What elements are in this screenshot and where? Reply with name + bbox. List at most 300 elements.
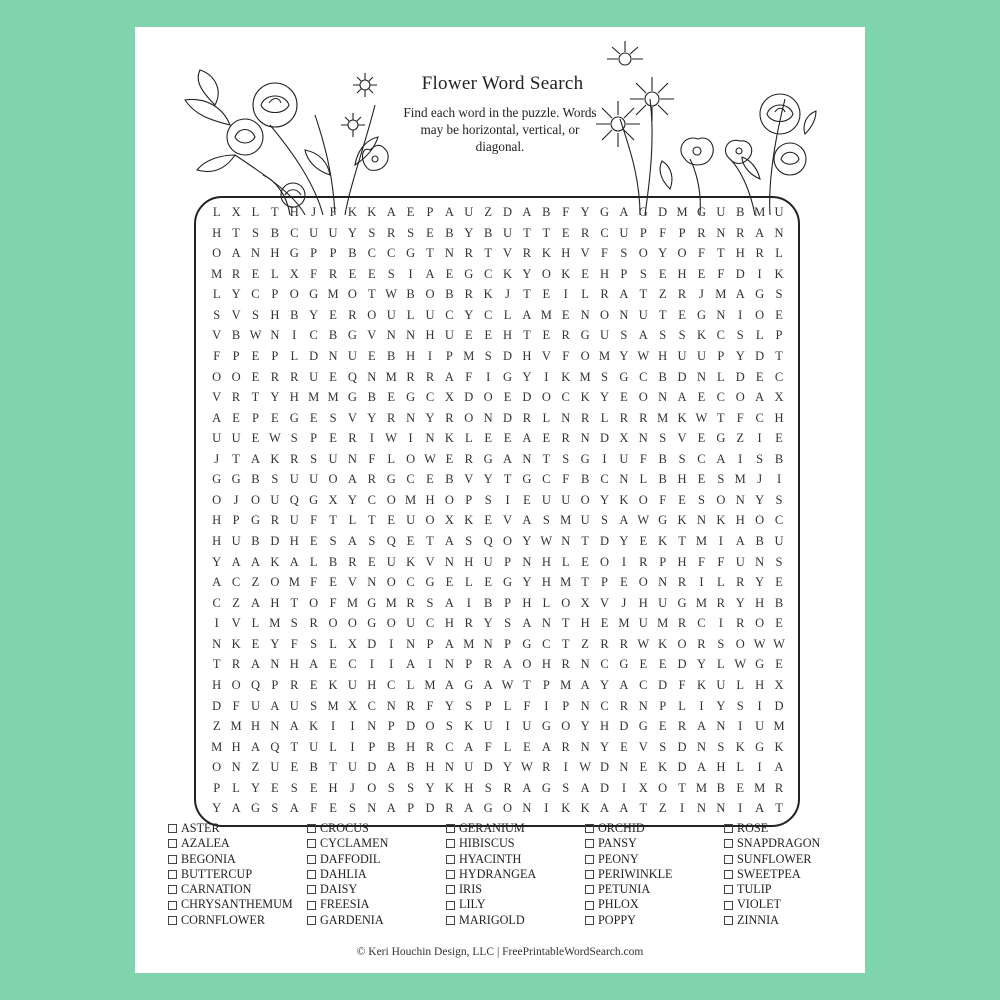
grid-letter[interactable]: A	[755, 390, 765, 405]
grid-letter[interactable]: M	[695, 595, 708, 610]
grid-letter[interactable]: M	[598, 348, 611, 363]
grid-letter[interactable]: W	[637, 513, 650, 528]
grid-letter[interactable]: L	[464, 431, 473, 446]
grid-letter[interactable]: A	[464, 801, 474, 816]
grid-letter[interactable]: P	[504, 554, 512, 569]
grid-letter[interactable]: I	[408, 266, 413, 281]
grid-letter[interactable]: Y	[483, 472, 493, 487]
grid-letter[interactable]: U	[638, 616, 648, 631]
grid-letter[interactable]: D	[367, 636, 377, 651]
grid-letter[interactable]: Y	[425, 410, 435, 425]
grid-letter[interactable]: U	[406, 616, 416, 631]
grid-letter[interactable]: Z	[251, 760, 260, 775]
grid-letter[interactable]: I	[544, 369, 549, 384]
grid-letter[interactable]: P	[213, 780, 221, 795]
grid-letter[interactable]: N	[212, 636, 222, 651]
grid-letter[interactable]: C	[367, 698, 376, 713]
grid-letter[interactable]: O	[270, 575, 280, 590]
checkbox[interactable]	[307, 916, 316, 925]
grid-letter[interactable]: A	[619, 513, 629, 528]
grid-letter[interactable]: A	[347, 534, 357, 548]
grid-letter[interactable]: M	[657, 616, 669, 631]
grid-letter[interactable]: R	[522, 246, 532, 261]
grid-letter[interactable]: A	[289, 554, 299, 569]
grid-letter[interactable]: E	[387, 390, 396, 405]
grid-letter[interactable]: A	[619, 677, 629, 692]
grid-letter[interactable]: G	[483, 801, 493, 816]
grid-letter[interactable]: R	[677, 719, 687, 734]
grid-letter[interactable]: C	[716, 390, 726, 405]
grid-letter[interactable]: N	[270, 328, 280, 343]
grid-letter[interactable]: Y	[444, 698, 454, 713]
grid-letter[interactable]: M	[269, 616, 281, 631]
grid-letter[interactable]: C	[697, 616, 706, 631]
grid-letter[interactable]: R	[697, 636, 706, 651]
grid-letter[interactable]: D	[755, 348, 765, 363]
grid-letter[interactable]: A	[522, 616, 532, 631]
grid-letter[interactable]: C	[774, 369, 784, 384]
grid-letter[interactable]: U	[250, 698, 260, 713]
grid-letter[interactable]: C	[774, 513, 784, 528]
grid-letter[interactable]: G	[677, 595, 687, 610]
grid-letter[interactable]: D	[212, 698, 222, 713]
grid-letter[interactable]: F	[639, 451, 647, 466]
grid-letter[interactable]: K	[347, 205, 357, 219]
grid-letter[interactable]: H	[522, 348, 532, 363]
grid-letter[interactable]: R	[348, 554, 357, 569]
grid-letter[interactable]: G	[347, 328, 357, 343]
checkbox[interactable]	[168, 839, 177, 848]
grid-letter[interactable]: I	[718, 534, 723, 548]
grid-letter[interactable]: I	[738, 307, 743, 322]
grid-letter[interactable]: O	[347, 287, 357, 302]
grid-letter[interactable]: Y	[464, 225, 474, 240]
grid-letter[interactable]: R	[464, 616, 473, 631]
grid-letter[interactable]: O	[755, 513, 765, 528]
grid-letter[interactable]: O	[212, 369, 222, 384]
grid-letter[interactable]: C	[542, 472, 551, 487]
grid-letter[interactable]: T	[678, 534, 686, 548]
grid-letter[interactable]: N	[716, 801, 726, 816]
grid-letter[interactable]: N	[638, 431, 648, 446]
grid-letter[interactable]: E	[620, 575, 628, 590]
grid-letter[interactable]: X	[774, 390, 784, 405]
grid-letter[interactable]: R	[561, 739, 570, 754]
grid-letter[interactable]: V	[347, 575, 357, 590]
grid-letter[interactable]: N	[231, 760, 241, 775]
grid-letter[interactable]: Q	[250, 677, 260, 692]
grid-letter[interactable]: A	[444, 205, 454, 219]
grid-letter[interactable]: R	[619, 698, 629, 713]
grid-letter[interactable]: U	[774, 534, 784, 548]
grid-letter[interactable]: R	[677, 287, 687, 302]
grid-letter[interactable]: E	[464, 328, 473, 343]
grid-letter[interactable]: R	[231, 657, 241, 672]
grid-letter[interactable]: P	[775, 328, 783, 343]
grid-letter[interactable]: O	[212, 246, 222, 261]
grid-letter[interactable]: M	[560, 513, 572, 528]
grid-letter[interactable]: S	[601, 369, 608, 384]
grid-letter[interactable]: Y	[425, 780, 435, 795]
grid-letter[interactable]: N	[270, 719, 280, 734]
grid-letter[interactable]: C	[600, 657, 609, 672]
grid-letter[interactable]: S	[504, 616, 512, 631]
grid-letter[interactable]: G	[755, 657, 765, 672]
grid-letter[interactable]: R	[270, 369, 280, 384]
grid-letter[interactable]: H	[406, 739, 416, 754]
grid-letter[interactable]: O	[250, 492, 260, 507]
grid-letter[interactable]: F	[310, 513, 318, 528]
grid-letter[interactable]: N	[367, 719, 377, 734]
grid-letter[interactable]: H	[289, 205, 299, 219]
grid-letter[interactable]: E	[678, 492, 686, 507]
grid-letter[interactable]: O	[522, 657, 532, 672]
grid-letter[interactable]: W	[385, 287, 398, 302]
grid-letter[interactable]: Y	[580, 719, 590, 734]
grid-letter[interactable]: O	[328, 472, 338, 487]
grid-letter[interactable]: E	[426, 225, 434, 240]
grid-letter[interactable]: U	[347, 348, 357, 363]
grid-letter[interactable]: U	[289, 698, 299, 713]
grid-letter[interactable]: T	[271, 205, 279, 219]
grid-letter[interactable]: N	[270, 657, 280, 672]
grid-letter[interactable]: I	[214, 616, 219, 631]
grid-letter[interactable]: Y	[599, 390, 610, 405]
grid-letter[interactable]: G	[309, 287, 319, 302]
grid-letter[interactable]: E	[271, 410, 279, 425]
checkbox[interactable]	[307, 839, 316, 848]
grid-letter[interactable]: B	[658, 451, 667, 466]
grid-letter[interactable]: P	[465, 492, 473, 507]
grid-letter[interactable]: L	[232, 780, 240, 795]
grid-letter[interactable]: K	[774, 739, 784, 754]
grid-letter[interactable]: D	[425, 801, 435, 816]
grid-letter[interactable]: O	[561, 719, 571, 734]
grid-letter[interactable]: R	[503, 780, 512, 795]
grid-letter[interactable]: I	[369, 657, 374, 672]
grid-letter[interactable]: O	[212, 492, 222, 507]
grid-letter[interactable]: S	[426, 595, 434, 610]
grid-letter[interactable]: A	[444, 677, 454, 692]
grid-letter[interactable]: M	[560, 575, 572, 590]
grid-letter[interactable]: A	[464, 739, 474, 754]
grid-letter[interactable]: L	[212, 287, 221, 302]
grid-letter[interactable]: N	[619, 307, 629, 322]
grid-letter[interactable]: D	[503, 410, 513, 425]
grid-letter[interactable]: T	[775, 801, 783, 816]
grid-letter[interactable]: A	[599, 801, 610, 816]
checkbox[interactable]	[585, 901, 594, 910]
grid-letter[interactable]: U	[425, 307, 435, 322]
grid-letter[interactable]: A	[619, 205, 629, 219]
grid-letter[interactable]: H	[716, 760, 726, 775]
grid-letter[interactable]: A	[386, 801, 396, 816]
grid-letter[interactable]: C	[387, 246, 396, 261]
grid-letter[interactable]: O	[212, 760, 222, 775]
grid-letter[interactable]: O	[638, 390, 648, 405]
grid-letter[interactable]: G	[309, 492, 319, 507]
grid-letter[interactable]: L	[251, 205, 260, 219]
grid-letter[interactable]: P	[445, 348, 453, 363]
grid-letter[interactable]: K	[444, 431, 454, 446]
grid-letter[interactable]: B	[406, 287, 415, 302]
grid-letter[interactable]: E	[329, 307, 337, 322]
grid-letter[interactable]: L	[406, 677, 415, 692]
grid-letter[interactable]: H	[270, 246, 280, 261]
grid-letter[interactable]: M	[385, 595, 397, 610]
grid-letter[interactable]: U	[541, 492, 551, 507]
grid-letter[interactable]: K	[561, 266, 571, 281]
grid-letter[interactable]: N	[561, 534, 571, 548]
grid-letter[interactable]: E	[329, 431, 337, 446]
grid-letter[interactable]: O	[677, 636, 687, 651]
grid-letter[interactable]: C	[406, 575, 415, 590]
grid-letter[interactable]: S	[252, 225, 259, 240]
grid-letter[interactable]: I	[563, 287, 568, 302]
grid-letter[interactable]: C	[483, 266, 493, 281]
grid-letter[interactable]: W	[424, 451, 436, 466]
grid-letter[interactable]: G	[619, 369, 629, 384]
grid-letter[interactable]: S	[368, 225, 376, 240]
grid-letter[interactable]: S	[562, 451, 570, 466]
grid-letter[interactable]: G	[503, 369, 513, 384]
grid-letter[interactable]: H	[677, 554, 687, 569]
grid-letter[interactable]: S	[697, 492, 705, 507]
grid-letter[interactable]: Q	[270, 739, 280, 754]
grid-letter[interactable]: U	[696, 348, 706, 363]
grid-letter[interactable]: E	[368, 266, 376, 281]
checkbox[interactable]	[446, 901, 455, 910]
grid-letter[interactable]: E	[406, 534, 415, 548]
grid-letter[interactable]: B	[542, 205, 551, 219]
grid-letter[interactable]: G	[250, 801, 260, 816]
grid-letter[interactable]: I	[738, 451, 743, 466]
grid-letter[interactable]: E	[309, 534, 318, 548]
grid-letter[interactable]: V	[503, 513, 513, 528]
grid-letter[interactable]: N	[580, 698, 590, 713]
grid-letter[interactable]: M	[773, 719, 785, 734]
grid-letter[interactable]: H	[289, 657, 299, 672]
grid-letter[interactable]: T	[678, 780, 686, 795]
grid-letter[interactable]: N	[774, 225, 784, 240]
grid-letter[interactable]: F	[562, 472, 570, 487]
grid-letter[interactable]: K	[677, 513, 687, 528]
grid-letter[interactable]: H	[444, 616, 454, 631]
grid-letter[interactable]: V	[367, 328, 377, 343]
grid-letter[interactable]: O	[580, 348, 590, 363]
grid-letter[interactable]: N	[483, 636, 493, 651]
grid-letter[interactable]: O	[328, 616, 338, 631]
grid-letter[interactable]: D	[599, 431, 610, 446]
grid-letter[interactable]: S	[271, 801, 279, 816]
grid-letter[interactable]: M	[754, 205, 766, 219]
grid-letter[interactable]: S	[407, 780, 415, 795]
grid-letter[interactable]: F	[426, 698, 434, 713]
grid-letter[interactable]: F	[659, 225, 667, 240]
grid-letter[interactable]: A	[522, 205, 532, 219]
checkbox[interactable]	[446, 839, 455, 848]
grid-letter[interactable]: O	[541, 266, 551, 281]
grid-letter[interactable]: K	[328, 677, 338, 692]
grid-letter[interactable]: O	[425, 513, 435, 528]
grid-letter[interactable]: R	[290, 369, 299, 384]
grid-letter[interactable]: D	[270, 534, 280, 548]
checkbox[interactable]	[585, 885, 594, 894]
grid-letter[interactable]: P	[232, 348, 240, 363]
grid-letter[interactable]: I	[621, 780, 626, 795]
grid-letter[interactable]: H	[541, 657, 551, 672]
grid-letter[interactable]: M	[463, 348, 475, 363]
checkbox[interactable]	[446, 916, 455, 925]
grid-letter[interactable]: K	[483, 287, 493, 302]
grid-letter[interactable]: U	[270, 760, 280, 775]
checkbox[interactable]	[307, 870, 316, 879]
grid-letter[interactable]: I	[699, 698, 704, 713]
grid-letter[interactable]: N	[561, 410, 571, 425]
grid-letter[interactable]: T	[523, 287, 531, 302]
grid-letter[interactable]: Y	[309, 307, 319, 322]
grid-letter[interactable]: B	[445, 472, 454, 487]
grid-letter[interactable]: U	[464, 760, 474, 775]
grid-letter[interactable]: M	[657, 410, 669, 425]
grid-letter[interactable]: M	[211, 266, 223, 281]
grid-letter[interactable]: S	[329, 410, 337, 425]
grid-letter[interactable]: Z	[484, 205, 492, 219]
grid-letter[interactable]: O	[716, 492, 726, 507]
grid-letter[interactable]: G	[464, 677, 474, 692]
checkbox[interactable]	[168, 885, 177, 894]
grid-letter[interactable]: O	[386, 492, 396, 507]
grid-letter[interactable]: D	[599, 780, 610, 795]
grid-letter[interactable]: F	[465, 369, 473, 384]
grid-letter[interactable]: Y	[696, 657, 706, 672]
grid-letter[interactable]: E	[639, 760, 648, 775]
grid-letter[interactable]: O	[231, 677, 241, 692]
grid-letter[interactable]: B	[406, 760, 415, 775]
grid-letter[interactable]: R	[619, 636, 629, 651]
grid-letter[interactable]: Y	[212, 554, 222, 569]
grid-letter[interactable]: K	[231, 636, 241, 651]
grid-letter[interactable]: P	[271, 287, 279, 302]
grid-letter[interactable]: F	[717, 554, 725, 569]
grid-letter[interactable]: O	[425, 287, 435, 302]
grid-letter[interactable]: N	[638, 698, 648, 713]
grid-letter[interactable]: R	[736, 616, 745, 631]
grid-letter[interactable]: A	[231, 246, 241, 261]
grid-letter[interactable]: C	[639, 369, 648, 384]
grid-letter[interactable]: N	[696, 513, 706, 528]
grid-letter[interactable]: P	[232, 513, 240, 528]
grid-letter[interactable]: H	[212, 534, 222, 548]
grid-letter[interactable]: Y	[580, 205, 590, 219]
grid-letter[interactable]: R	[464, 451, 473, 466]
grid-letter[interactable]: E	[697, 472, 706, 487]
grid-letter[interactable]: N	[541, 616, 551, 631]
grid-letter[interactable]: R	[774, 780, 784, 795]
grid-letter[interactable]: K	[270, 451, 280, 466]
grid-letter[interactable]: Y	[270, 636, 280, 651]
grid-letter[interactable]: G	[425, 575, 435, 590]
grid-letter[interactable]: M	[211, 739, 223, 754]
grid-letter[interactable]: H	[328, 780, 338, 795]
grid-letter[interactable]: O	[444, 492, 454, 507]
grid-letter[interactable]: H	[735, 513, 745, 528]
grid-letter[interactable]: C	[290, 225, 299, 240]
checkbox[interactable]	[585, 916, 594, 925]
grid-letter[interactable]: G	[522, 636, 532, 651]
grid-letter[interactable]: K	[619, 492, 629, 507]
grid-letter[interactable]: S	[601, 513, 608, 528]
grid-letter[interactable]: D	[309, 348, 319, 363]
grid-letter[interactable]: I	[427, 657, 433, 672]
grid-letter[interactable]: V	[231, 616, 241, 631]
grid-letter[interactable]: E	[368, 348, 376, 363]
grid-letter[interactable]: K	[541, 246, 551, 261]
grid-letter[interactable]: U	[561, 492, 571, 507]
grid-letter[interactable]: E	[775, 431, 783, 446]
grid-letter[interactable]: E	[348, 266, 357, 281]
grid-letter[interactable]: N	[406, 328, 416, 343]
grid-letter[interactable]: G	[638, 205, 648, 219]
grid-letter[interactable]: F	[697, 554, 705, 569]
grid-letter[interactable]: G	[658, 513, 668, 528]
grid-letter[interactable]: M	[405, 492, 417, 507]
checkbox[interactable]	[724, 916, 733, 925]
grid-letter[interactable]: Q	[483, 534, 493, 548]
grid-letter[interactable]: N	[619, 760, 629, 775]
grid-letter[interactable]: R	[387, 410, 396, 425]
grid-letter[interactable]: E	[309, 780, 318, 795]
grid-letter[interactable]: H	[541, 554, 551, 569]
grid-letter[interactable]: N	[483, 410, 493, 425]
grid-letter[interactable]: E	[581, 554, 589, 569]
grid-letter[interactable]: O	[580, 492, 590, 507]
grid-letter[interactable]: E	[329, 801, 337, 816]
grid-letter[interactable]: U	[638, 307, 648, 322]
grid-letter[interactable]: B	[348, 246, 357, 261]
grid-letter[interactable]: S	[484, 492, 492, 507]
grid-letter[interactable]: B	[251, 534, 260, 548]
grid-letter[interactable]: C	[600, 472, 609, 487]
grid-letter[interactable]: S	[271, 472, 279, 487]
grid-letter[interactable]: U	[464, 205, 474, 219]
grid-letter[interactable]: F	[310, 266, 318, 281]
grid-letter[interactable]: W	[521, 760, 533, 775]
grid-letter[interactable]: H	[406, 348, 416, 363]
grid-letter[interactable]: A	[289, 801, 299, 816]
grid-letter[interactable]: L	[736, 677, 745, 692]
grid-letter[interactable]: L	[271, 266, 279, 281]
grid-letter[interactable]: N	[735, 492, 745, 507]
grid-letter[interactable]: U	[716, 677, 726, 692]
grid-letter[interactable]: A	[250, 451, 260, 466]
grid-letter[interactable]: A	[522, 307, 532, 322]
grid-letter[interactable]: L	[755, 328, 764, 343]
grid-letter[interactable]: H	[250, 719, 260, 734]
grid-letter[interactable]: P	[504, 636, 512, 651]
grid-letter[interactable]: U	[406, 513, 416, 528]
grid-letter[interactable]: F	[213, 348, 221, 363]
grid-letter[interactable]: A	[250, 554, 260, 569]
grid-letter[interactable]: U	[483, 554, 493, 569]
grid-letter[interactable]: L	[503, 739, 512, 754]
grid-letter[interactable]: M	[308, 390, 320, 405]
grid-letter[interactable]: Y	[599, 677, 610, 692]
grid-letter[interactable]: A	[580, 780, 590, 795]
grid-letter[interactable]: E	[503, 431, 512, 446]
grid-letter[interactable]: Y	[599, 739, 610, 754]
grid-letter[interactable]: S	[736, 328, 744, 343]
